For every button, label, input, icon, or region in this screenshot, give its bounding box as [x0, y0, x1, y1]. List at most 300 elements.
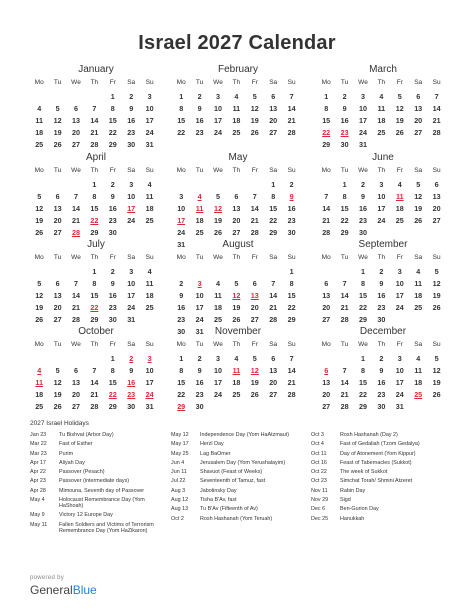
weekday-header: Th: [90, 341, 99, 348]
day-cell: 18: [377, 116, 386, 125]
day-cell: 21: [287, 116, 296, 125]
day-cell: 1: [360, 267, 365, 276]
day-cell: 23: [195, 128, 204, 137]
holiday-name: Victory 12 Europe Day: [59, 512, 113, 519]
month-name: March: [369, 64, 397, 75]
day-cell: 1: [360, 354, 365, 363]
holiday-date: Oct 16: [311, 459, 327, 466]
holiday-name: Rabin Day: [340, 487, 366, 494]
weekday-header: Su: [145, 167, 154, 174]
month-name: May: [228, 152, 248, 163]
holiday-row: [311, 432, 446, 438]
day-cell: 4: [416, 354, 421, 363]
day-cell: 23: [377, 390, 386, 399]
day-cell: 15: [90, 291, 99, 300]
day-cell: 17: [213, 378, 222, 387]
day-cell: 14: [287, 366, 296, 375]
weekday-header: We: [358, 167, 368, 174]
holiday-date: Jul 22: [171, 478, 186, 485]
weekday-header: Sa: [127, 79, 136, 86]
weekday-header: Su: [432, 79, 441, 86]
day-cell: 3: [215, 354, 220, 363]
holiday-name: Rosh Hashanah (Yom Teruah): [200, 515, 273, 522]
holiday-name: The week of Sukkot: [340, 469, 388, 476]
day-cell: 23: [195, 390, 204, 399]
holiday-name: Seventeenth of Tamuz, fast: [200, 478, 266, 485]
holiday-day-cell: 23: [127, 390, 136, 399]
weekday-header: Sa: [414, 167, 423, 174]
holiday-name: Lag BaOmer: [200, 450, 231, 457]
day-cell: 8: [360, 366, 365, 375]
holiday-date: May 9: [30, 512, 45, 519]
holiday-date: May 17: [171, 441, 189, 448]
day-cell: 23: [108, 303, 117, 312]
holiday-day-cell: 12: [232, 291, 241, 300]
holiday-row: [171, 478, 306, 484]
day-cell: 25: [213, 315, 222, 324]
day-cell: 18: [213, 303, 222, 312]
day-cell: 5: [55, 366, 60, 375]
weekday-header: We: [358, 341, 368, 348]
day-cell: 13: [71, 116, 80, 125]
day-cell: 28: [287, 128, 296, 137]
day-cell: 30: [127, 402, 136, 411]
month-name: September: [358, 239, 408, 250]
day-cell: 8: [179, 366, 184, 375]
day-cell: 28: [90, 140, 99, 149]
holiday-date: Oct 3: [311, 432, 324, 438]
holiday-date: Mar 23: [30, 450, 47, 457]
day-cell: 30: [127, 140, 136, 149]
holiday-row: [171, 469, 306, 475]
day-cell: 5: [434, 354, 439, 363]
day-cell: 1: [92, 180, 97, 189]
day-cell: 25: [145, 303, 154, 312]
holiday-day-cell: 12: [250, 366, 259, 375]
holiday-row: [171, 506, 306, 512]
day-cell: 16: [358, 204, 367, 213]
day-cell: 31: [177, 240, 186, 249]
weekday-header: Tu: [53, 167, 62, 174]
holiday-row: [311, 478, 446, 484]
day-cell: 11: [145, 279, 154, 288]
day-cell: 11: [145, 192, 154, 201]
day-cell: 29: [90, 228, 99, 237]
day-cell: 26: [395, 128, 404, 137]
holiday-date: May 12: [171, 432, 189, 438]
holiday-day-cell: 29: [177, 402, 186, 411]
holiday-row: [30, 488, 160, 494]
day-cell: 13: [53, 204, 62, 213]
day-cell: 22: [358, 390, 367, 399]
holiday-name: Passover (Pesach): [59, 469, 105, 476]
day-cell: 13: [71, 378, 80, 387]
holiday-row: [171, 451, 306, 457]
generalblue-logo[interactable]: [30, 583, 97, 597]
day-cell: 24: [213, 390, 222, 399]
day-cell: 17: [358, 116, 367, 125]
day-cell: 4: [215, 279, 220, 288]
day-cell: 5: [252, 354, 257, 363]
day-cell: 2: [379, 354, 384, 363]
weekday-header: Mo: [176, 254, 186, 261]
weekday-header: Th: [232, 341, 241, 348]
weekday-header: Fr: [251, 167, 258, 174]
day-cell: 21: [71, 303, 80, 312]
day-cell: 12: [53, 116, 62, 125]
day-cell: 17: [195, 303, 204, 312]
holiday-date: Nov 11: [311, 487, 328, 494]
holiday-row: [30, 451, 160, 457]
day-cell: 1: [179, 92, 184, 101]
day-cell: 27: [232, 228, 241, 237]
weekday-header: Mo: [321, 254, 331, 261]
weekday-header: Tu: [195, 254, 204, 261]
day-cell: 27: [322, 315, 331, 324]
day-cell: 11: [414, 366, 422, 375]
holiday-name: Shavuot (Feast of Weeks): [200, 469, 263, 476]
holiday-name: Tu Bishvat (Arbor Day): [59, 432, 114, 438]
day-cell: 25: [377, 128, 386, 137]
day-cell: 28: [250, 228, 259, 237]
weekday-header: Tu: [340, 167, 349, 174]
weekday-header: Fr: [109, 79, 116, 86]
weekday-header: Su: [145, 254, 154, 261]
day-cell: 13: [232, 204, 241, 213]
logo-text-blue: Blue: [72, 583, 97, 597]
day-cell: 4: [234, 92, 239, 101]
holiday-day-cell: 2: [129, 354, 134, 363]
holiday-row: [30, 460, 160, 466]
holiday-date: Apr 17: [30, 459, 46, 466]
day-cell: 1: [110, 354, 115, 363]
day-cell: 7: [324, 192, 329, 201]
day-cell: 25: [145, 216, 154, 225]
day-cell: 2: [342, 92, 347, 101]
holiday-name: Mimouna, Seventh day of Passover: [59, 487, 145, 494]
holiday-row: [171, 516, 306, 522]
holiday-row: [30, 497, 160, 509]
day-cell: 29: [322, 140, 331, 149]
day-cell: 14: [71, 291, 80, 300]
day-cell: 28: [71, 315, 80, 324]
holiday-day-cell: 12: [213, 204, 222, 213]
day-cell: 10: [195, 291, 204, 300]
weekday-header: We: [71, 79, 81, 86]
day-cell: 28: [269, 315, 278, 324]
holiday-name: Feast of Tabernacles (Sukkot): [340, 459, 412, 466]
day-cell: 24: [195, 315, 204, 324]
day-cell: 5: [397, 92, 402, 101]
day-cell: 7: [73, 192, 78, 201]
day-cell: 10: [213, 366, 222, 375]
weekday-header: Su: [287, 341, 296, 348]
weekday-header: Su: [145, 79, 154, 86]
day-cell: 19: [250, 116, 259, 125]
weekday-header: Fr: [251, 341, 258, 348]
day-cell: 2: [360, 180, 365, 189]
weekday-header: Sa: [269, 341, 278, 348]
day-cell: 11: [414, 279, 422, 288]
day-cell: 14: [90, 378, 99, 387]
day-cell: 29: [269, 228, 278, 237]
weekday-header: Mo: [34, 341, 44, 348]
day-cell: 3: [397, 354, 402, 363]
weekday-header: Tu: [195, 167, 204, 174]
day-cell: 21: [90, 390, 99, 399]
day-cell: 19: [432, 291, 441, 300]
holiday-date: Oct 2: [171, 515, 184, 522]
holiday-name: Hanukkah: [340, 515, 365, 522]
day-cell: 20: [71, 390, 80, 399]
weekday-header: Sa: [414, 341, 423, 348]
day-cell: 6: [416, 92, 421, 101]
day-cell: 7: [289, 354, 294, 363]
holiday-name: Fast of Esther: [59, 441, 93, 448]
day-cell: 30: [108, 228, 117, 237]
day-cell: 26: [414, 216, 423, 225]
day-cell: 15: [358, 378, 367, 387]
day-cell: 27: [71, 402, 80, 411]
day-cell: 11: [35, 116, 43, 125]
holiday-row: [171, 488, 306, 494]
day-cell: 9: [342, 104, 347, 113]
day-cell: 29: [90, 315, 99, 324]
day-cell: 24: [177, 228, 186, 237]
holiday-row: [311, 451, 446, 457]
day-cell: 19: [213, 216, 222, 225]
month-name: July: [87, 239, 105, 250]
day-cell: 19: [432, 378, 441, 387]
day-cell: 9: [360, 192, 365, 201]
weekday-header: We: [358, 79, 368, 86]
holiday-name: Jerusalem Day (Yom Yerushalayim): [200, 459, 286, 466]
holiday-date: Oct 23: [311, 478, 327, 485]
day-cell: 17: [395, 291, 404, 300]
day-cell: 19: [232, 303, 241, 312]
day-cell: 5: [37, 279, 42, 288]
weekday-header: Mo: [176, 79, 186, 86]
day-cell: 22: [177, 390, 186, 399]
day-cell: 7: [342, 279, 347, 288]
holiday-date: Jun 11: [171, 469, 187, 476]
day-cell: 15: [177, 116, 186, 125]
day-cell: 28: [90, 402, 99, 411]
day-cell: 7: [434, 92, 439, 101]
holiday-row: [171, 460, 306, 466]
day-cell: 15: [90, 204, 99, 213]
month-name: December: [359, 326, 407, 337]
day-cell: 12: [395, 104, 404, 113]
holiday-date: Mar 22: [30, 441, 47, 448]
holiday-day-cell: 17: [177, 216, 186, 225]
day-cell: 2: [197, 354, 202, 363]
day-cell: 12: [432, 279, 441, 288]
weekday-header: Th: [377, 254, 386, 261]
weekday-header: Fr: [396, 79, 403, 86]
day-cell: 18: [35, 128, 44, 137]
day-cell: 4: [147, 267, 152, 276]
day-cell: 31: [395, 402, 404, 411]
holiday-date: Aug 3: [171, 487, 186, 494]
holiday-date: May 4: [30, 496, 45, 503]
weekday-header: Fr: [251, 254, 258, 261]
day-cell: 21: [250, 216, 259, 225]
weekday-header: Fr: [396, 254, 403, 261]
holiday-day-cell: 22: [90, 216, 99, 225]
day-cell: 7: [92, 366, 97, 375]
day-cell: 22: [269, 216, 278, 225]
weekday-header: We: [213, 341, 223, 348]
day-cell: 24: [395, 390, 404, 399]
holiday-name: Passover (intermediate days): [59, 478, 130, 485]
weekday-header: Fr: [109, 341, 116, 348]
weekday-header: Mo: [34, 79, 44, 86]
day-cell: 10: [395, 366, 404, 375]
day-cell: 18: [232, 116, 241, 125]
holiday-date: May 11: [30, 521, 48, 528]
weekday-header: Su: [432, 167, 441, 174]
day-cell: 3: [129, 180, 134, 189]
holiday-day-cell: 28: [71, 228, 80, 237]
day-cell: 16: [195, 116, 204, 125]
day-cell: 25: [395, 216, 404, 225]
day-cell: 5: [37, 192, 42, 201]
holiday-row: [30, 469, 160, 475]
day-cell: 10: [145, 366, 154, 375]
day-cell: 15: [108, 116, 117, 125]
holiday-day-cell: 6: [324, 366, 329, 375]
day-cell: 2: [197, 92, 202, 101]
day-cell: 31: [127, 315, 136, 324]
day-cell: 9: [129, 366, 134, 375]
weekday-header: We: [213, 79, 223, 86]
weekday-header: Th: [90, 167, 99, 174]
day-cell: 19: [35, 216, 44, 225]
day-cell: 29: [358, 315, 367, 324]
day-cell: 17: [145, 378, 154, 387]
day-cell: 3: [147, 92, 152, 101]
holidays-column: [171, 432, 306, 525]
day-cell: 20: [269, 116, 278, 125]
weekday-header: Sa: [269, 167, 278, 174]
holiday-name: Fast of Gedaliah (Tzom Gedalya): [340, 441, 420, 448]
holiday-day-cell: 24: [145, 390, 154, 399]
day-cell: 13: [269, 104, 278, 113]
day-cell: 30: [195, 402, 204, 411]
day-cell: 22: [358, 303, 367, 312]
day-cell: 20: [322, 303, 331, 312]
weekday-header: We: [358, 254, 368, 261]
day-cell: 19: [250, 378, 259, 387]
day-cell: 8: [271, 192, 276, 201]
holiday-day-cell: 23: [340, 128, 349, 137]
holiday-name: Tu B'Av (Fifteenth of Av): [200, 506, 258, 513]
day-cell: 14: [432, 104, 441, 113]
holiday-date: Oct 11: [311, 450, 327, 457]
day-cell: 23: [287, 216, 296, 225]
weekday-header: Mo: [321, 341, 331, 348]
day-cell: 28: [322, 228, 331, 237]
day-cell: 9: [197, 366, 202, 375]
day-cell: 16: [108, 204, 117, 213]
day-cell: 10: [177, 204, 186, 213]
day-cell: 17: [127, 291, 136, 300]
day-cell: 17: [395, 378, 404, 387]
day-cell: 21: [71, 216, 80, 225]
holiday-day-cell: 22: [322, 128, 331, 137]
day-cell: 20: [322, 390, 331, 399]
weekday-header: Th: [90, 79, 99, 86]
day-cell: 10: [145, 104, 154, 113]
holiday-day-cell: 16: [127, 378, 136, 387]
day-cell: 8: [110, 366, 115, 375]
day-cell: 13: [432, 192, 441, 201]
day-cell: 26: [53, 402, 62, 411]
day-cell: 16: [377, 291, 386, 300]
holiday-row: [30, 512, 160, 518]
day-cell: 26: [432, 303, 441, 312]
day-cell: 18: [232, 378, 241, 387]
day-cell: 6: [73, 366, 78, 375]
weekday-header: Sa: [127, 341, 136, 348]
weekday-header: Sa: [269, 254, 278, 261]
day-cell: 15: [358, 291, 367, 300]
month-name: January: [78, 64, 114, 75]
day-cell: 21: [322, 216, 331, 225]
holiday-row: [30, 522, 160, 534]
month-name: August: [222, 239, 254, 250]
day-cell: 23: [177, 315, 186, 324]
day-cell: 19: [35, 303, 44, 312]
day-cell: 8: [92, 192, 97, 201]
day-cell: 26: [53, 140, 62, 149]
weekday-header: Sa: [414, 79, 423, 86]
day-cell: 2: [379, 267, 384, 276]
day-cell: 25: [232, 128, 241, 137]
day-cell: 16: [177, 303, 186, 312]
day-cell: 12: [432, 366, 441, 375]
holiday-name: Fallen Soldiers and Victims of Terrorism Remembrance Day (Yom HaZikaron): [59, 521, 154, 534]
holiday-row: [311, 441, 446, 447]
day-cell: 13: [269, 366, 278, 375]
logo-text-general: General: [30, 583, 73, 597]
day-cell: 6: [55, 192, 60, 201]
weekday-header: We: [71, 254, 81, 261]
day-cell: 26: [250, 390, 259, 399]
day-cell: 9: [197, 104, 202, 113]
day-cell: 6: [73, 104, 78, 113]
holiday-row: [311, 516, 446, 522]
day-cell: 12: [414, 192, 423, 201]
day-cell: 29: [287, 315, 296, 324]
holidays-column: [30, 432, 160, 537]
day-cell: 5: [55, 104, 60, 113]
day-cell: 15: [177, 378, 186, 387]
day-cell: 16: [287, 204, 296, 213]
day-cell: 28: [340, 402, 349, 411]
weekday-header: Tu: [340, 254, 349, 261]
day-cell: 22: [340, 216, 349, 225]
day-cell: 27: [269, 128, 278, 137]
holiday-day-cell: 11: [395, 192, 404, 201]
day-cell: 8: [92, 279, 97, 288]
day-cell: 21: [90, 128, 99, 137]
day-cell: 14: [250, 204, 259, 213]
day-cell: 15: [340, 204, 349, 213]
holiday-name: Aliyah Day: [59, 459, 85, 466]
powered-by-text: powered by: [30, 575, 65, 581]
